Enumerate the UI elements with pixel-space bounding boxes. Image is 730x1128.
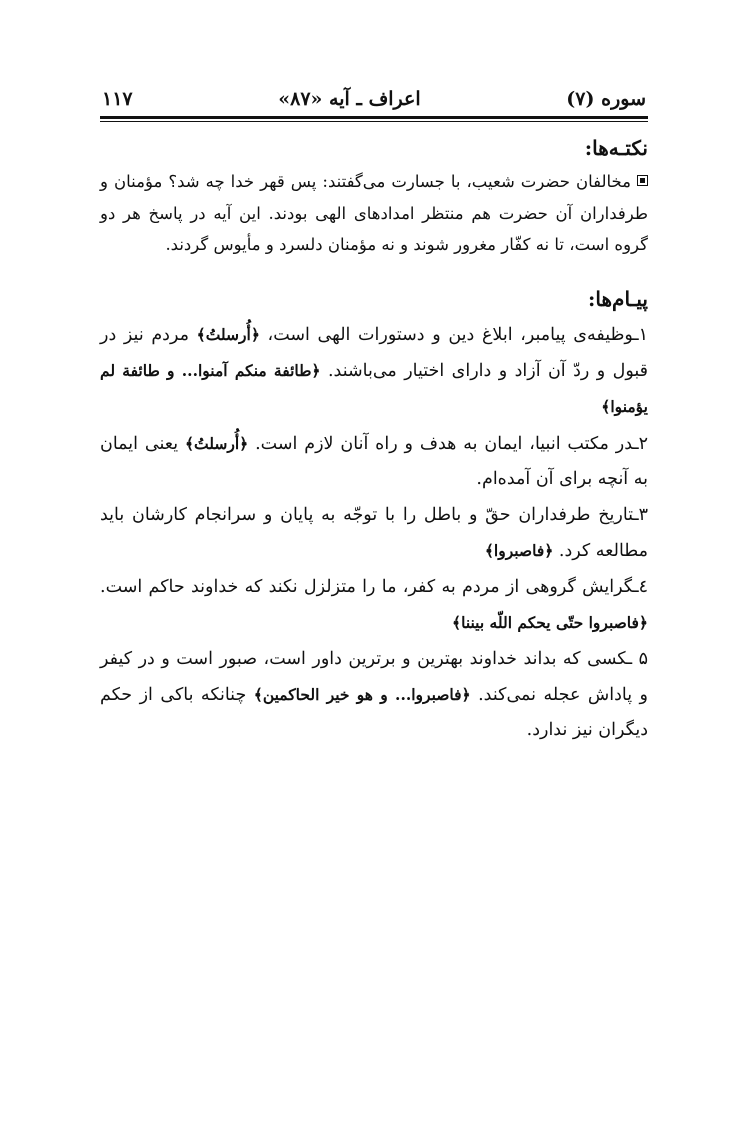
quran-quote: ﴿فاصبروا... و هو خیر الحاکمین﴾ [253, 684, 471, 704]
message-item-1 [100, 317, 648, 425]
message-item-3 [100, 498, 648, 569]
message-text: در مکتب انبیا، ایمان به هدف و راه آنان لازم است. [248, 433, 634, 454]
notes-text: مخالفان حضرت شعیب، با جسارت می‌گفتند: پس قهر خدا چه شد؟ مؤمنان و طرفداران آن حضرت هم منتظر امدادهای الهی بودند. این آیه در پاسخ هر دو گروه است، تا نه کفّار مغرور شوند و نه مؤمنان دلسرد و مأیوس گردند. [100, 172, 648, 254]
messages-title: پیـام‌ها: [588, 286, 648, 311]
message-text: وظیفه‌ی پیامبر، ابلاغ دین و دستورات الهی است، [259, 324, 634, 345]
message-text: گرایش گروهی از مردم به کفر، ما را متزلزل نکند که خداوند حاکم است. [100, 576, 634, 597]
quran-quote: ﴿فاصبروا حتّی یحکم اللّه بیننا﴾ [452, 612, 648, 632]
header-verse-ref: اعراف ـ آیه «۸۷» [278, 88, 421, 110]
quran-quote: ﴿فاصبروا﴾ [484, 540, 554, 560]
page [100, 80, 648, 749]
header-rule-thin [100, 121, 648, 122]
message-text: کسی که بداند خداوند بهترین و برترین داور است، صبور است و در کیفر و پاداش عجله نمی‌کند. [100, 648, 648, 705]
message-number: ۳ـ [633, 504, 648, 525]
message-text: مردم نیز در قبول و ردّ آن آزاد و دارای اختیار می‌باشند. [100, 324, 649, 381]
quran-quote: ﴿أُرسلتُ﴾ [196, 324, 260, 344]
message-number: ۵ ـ [626, 648, 648, 669]
message-number: ٤ـ [633, 576, 648, 597]
message-number: ۱ـ [633, 324, 648, 345]
message-item-5 [100, 642, 648, 748]
message-text: تاریخ طرفداران حقّ و باطل را با توجّه به پایان و سرانجام کارشان باید مطالعه کرد. [100, 504, 648, 561]
square-bullet-icon [637, 175, 648, 186]
quran-quote: ﴿أُرسلتُ﴾ [184, 433, 249, 453]
message-item-2 [100, 426, 648, 497]
message-text: یعنی ایمان به آنچه برای آن آمده‌ام. [100, 433, 648, 489]
running-header [100, 80, 648, 110]
notes-title: نکتـه‌ها: [584, 136, 648, 160]
notes-paragraph [100, 166, 648, 261]
header-surah: سوره (۷) [566, 88, 646, 110]
page-number: ۱۱۷ [102, 88, 133, 110]
message-item-4 [100, 570, 648, 641]
quran-quote: ﴿طائفة منکم آمنوا... و طائفة لم یؤمنوا﴾ [100, 360, 648, 416]
message-text: چنانکه باکی از حکم دیگران نیز ندارد. [100, 684, 648, 740]
header-rule-thick [100, 116, 648, 119]
message-number: ۲ـ [633, 433, 648, 454]
